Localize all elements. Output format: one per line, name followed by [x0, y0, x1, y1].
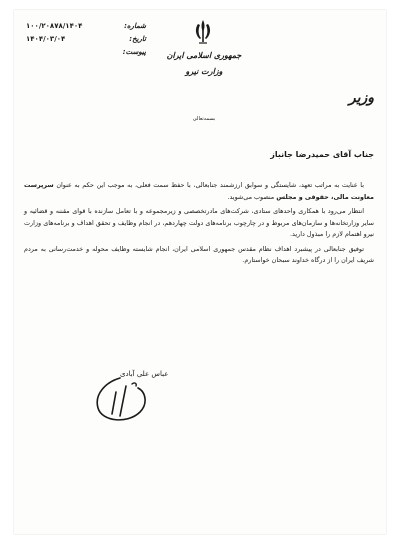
bismillah: بسمه‌تعالی — [192, 116, 216, 122]
letter-meta — [26, 20, 146, 59]
iran-emblem-icon — [192, 18, 214, 46]
signer-name: عباس علی آبادی — [120, 370, 169, 378]
meta-number-value: ۱۰۰/۲۰۸۷۸/۱۴۰۴ — [26, 22, 83, 30]
paragraph-closing: توفیق جنابعالی در پیشبرد اهداف نظام مقدس جمهوری اسلامی ایران، انجام شایسته وظایف محوله و خدمت‌رسانی به مردم شریف ایران را از درگاه خداوند سبحان خواستارم. — [24, 244, 374, 264]
republic-name: جمهوری اسلامی ایران — [166, 50, 242, 60]
minister-title: وزیر — [348, 90, 374, 106]
addressee: جناب آقای حمیدرضا جانباز — [270, 150, 374, 159]
meta-number — [26, 20, 146, 33]
paragraph-appointment — [24, 180, 374, 203]
paragraph-appointment-end: منصوب می‌شوید. — [227, 192, 275, 201]
letter-page — [14, 10, 386, 534]
meta-number-label: شماره: — [124, 22, 146, 30]
meta-date — [26, 33, 146, 46]
paragraph-expectations: انتظار می‌رود با همکاری واحدهای ستادی، شرکت‌های مادرتخصصی و زیرمجموعه و با تعامل سازنده با قوای مقننه و قضائیه و سایر وزارتخانه‌ها و سازمان‌های مربوط و در چارچوب برنامه‌های دولت چهاردهم، در انجام وظایف و تحقق اهداف و برنامه‌های وزارت نیرو اهتمام لازم را مبذول دارید. — [24, 207, 374, 238]
meta-attachment — [26, 46, 146, 59]
ministry-name: وزارت نیرو — [185, 66, 223, 76]
meta-attachment-label: پیوست: — [122, 48, 146, 56]
letter-body — [24, 180, 374, 270]
meta-date-label: تاریخ: — [129, 35, 146, 43]
handwritten-signature-icon — [76, 368, 194, 428]
paragraph-appointment-start: با عنایت به مراتب تعهد، شایستگی و سوابق ارزشمند جنابعالی، با حفظ سمت فعلی، به موجب این حکم به عنوان — [56, 181, 364, 189]
meta-date-value: ۱۴۰۴/۰۳/۰۴ — [26, 35, 66, 43]
appointed-position: سرپرست معاونت مالی، حقوقی و مجلس — [24, 181, 374, 201]
